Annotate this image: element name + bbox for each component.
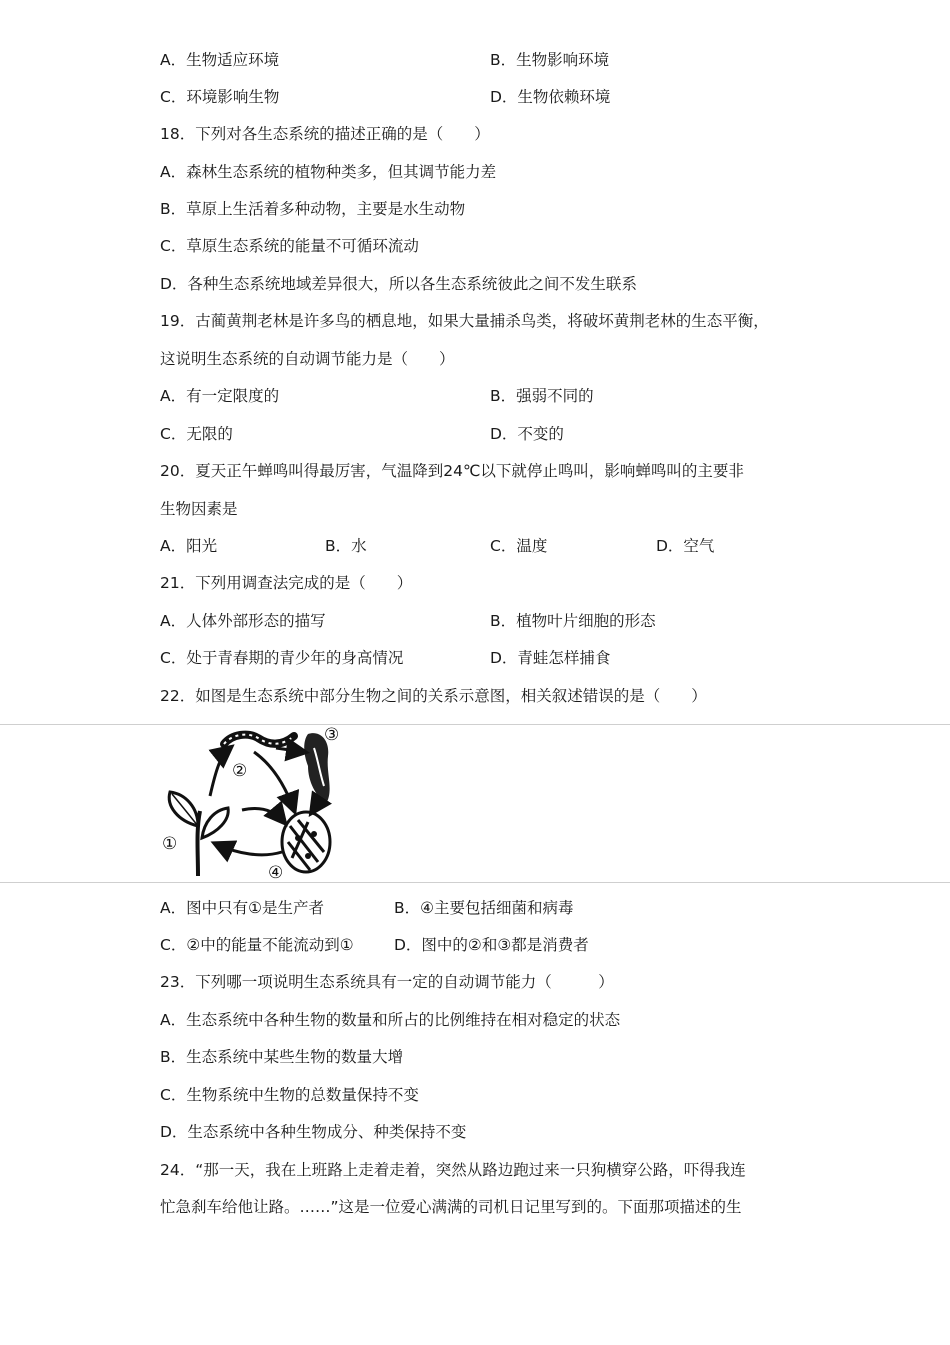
- q19-option-a: A．有一定限度的: [160, 387, 280, 405]
- q19-stem-line2: 这说明生态系统的自动调节能力是（ ）: [160, 350, 455, 368]
- q20-stem-line1: 20．夏天正午蝉鸣叫得最厉害，气温降到24℃以下就停止鸣叫，影响蝉鸣叫的主要非: [160, 462, 744, 480]
- q19-stem-line1: 19．古蔺黄荆老林是许多鸟的栖息地，如果大量捕杀鸟类，将破坏黄荆老林的生态平衡，: [160, 312, 769, 330]
- figure-bottom-rule: [0, 882, 950, 883]
- q22-option-d: D．图中的②和③都是消费者: [394, 936, 589, 954]
- q21-stem: 21．下列用调查法完成的是（ ）: [160, 574, 413, 592]
- arrow-decomposer-to-plant: [216, 844, 282, 855]
- q22-option-a: A．图中只有①是生产者: [160, 899, 324, 917]
- q23-option-b: B．生态系统中某些生物的数量大增: [160, 1048, 404, 1066]
- q17-option-c: C．环境影响生物: [160, 88, 280, 106]
- q23-option-d: D．生态系统中各种生物成分、种类保持不变: [160, 1123, 467, 1141]
- q18-option-d: D．各种生态系统地域差异很大，所以各生态系统彼此之间不发生联系: [160, 275, 637, 293]
- q23-stem: 23．下列哪一项说明生态系统具有一定的自动调节能力（ ）: [160, 973, 614, 991]
- q20-option-a: A．阳光: [160, 537, 218, 555]
- q22-option-c: C．②中的能量不能流动到①: [160, 936, 354, 954]
- q19-option-c: C．无限的: [160, 425, 233, 443]
- q24-stem-line1: 24．“那一天，我在上班路上走着走着，突然从路边跑过来一只狗横穿公路，吓得我连: [160, 1161, 746, 1179]
- q17-option-b: B．生物影响环境: [490, 51, 610, 69]
- figure-label-4: ④: [268, 863, 284, 882]
- q19-option-d: D．不变的: [490, 425, 564, 443]
- q20-option-b: B．水: [325, 537, 367, 555]
- q23-option-a: A．生态系统中各种生物的数量和所占的比例维持在相对稳定的状态: [160, 1011, 621, 1029]
- q17-option-d: D．生物依赖环境: [490, 88, 611, 106]
- q20-stem-line2: 生物因素是: [160, 500, 238, 518]
- plant-icon: [169, 792, 228, 876]
- q19-option-b: B．强弱不同的: [490, 387, 594, 405]
- q20-option-c: C．温度: [490, 537, 548, 555]
- q21-option-d: D．青蛙怎样捕食: [490, 649, 611, 667]
- q24-stem-line2: 忙急刹车给他让路。……”这是一位爱心满满的司机日记里写到的。下面那项描述的生: [160, 1198, 742, 1216]
- figure-label-2: ②: [232, 761, 248, 781]
- caterpillar-icon: [224, 735, 294, 744]
- figure-label-1: ①: [162, 834, 178, 854]
- arrow-plant-to-decomposer: [242, 809, 284, 823]
- arrow-bird-to-decomposer: [312, 806, 316, 812]
- q23-option-c: C．生物系统中生物的总数量保持不变: [160, 1086, 419, 1104]
- q18-option-a: A．森林生态系统的植物种类多，但其调节能力差: [160, 163, 497, 181]
- q18-option-c: C．草原生态系统的能量不可循环流动: [160, 237, 419, 255]
- q17-option-a: A．生物适应环境: [160, 51, 280, 69]
- arrow-caterpillar-to-decomposer: [254, 752, 294, 810]
- q21-option-c: C．处于青春期的青少年的身高情况: [160, 649, 404, 667]
- arrow-caterpillar-to-bird: [276, 748, 304, 752]
- q22-stem: 22．如图是生态系统中部分生物之间的关系示意图，相关叙述错误的是（ ）: [160, 687, 707, 705]
- ecosystem-diagram: [158, 726, 358, 882]
- q20-option-d: D．空气: [656, 537, 715, 555]
- q22-option-b: B．④主要包括细菌和病毒: [394, 899, 574, 917]
- q18-option-b: B．草原上生活着多种动物，主要是水生动物: [160, 200, 466, 218]
- decomposer-icon: [282, 812, 330, 872]
- q21-option-a: A．人体外部形态的描写: [160, 612, 326, 630]
- figure-label-3: ③: [324, 726, 340, 745]
- figure-top-rule: [0, 724, 950, 725]
- q18-stem: 18．下列对各生态系统的描述正确的是（ ）: [160, 125, 490, 143]
- q21-option-b: B．植物叶片细胞的形态: [490, 612, 656, 630]
- arrow-plant-to-caterpillar: [210, 748, 230, 796]
